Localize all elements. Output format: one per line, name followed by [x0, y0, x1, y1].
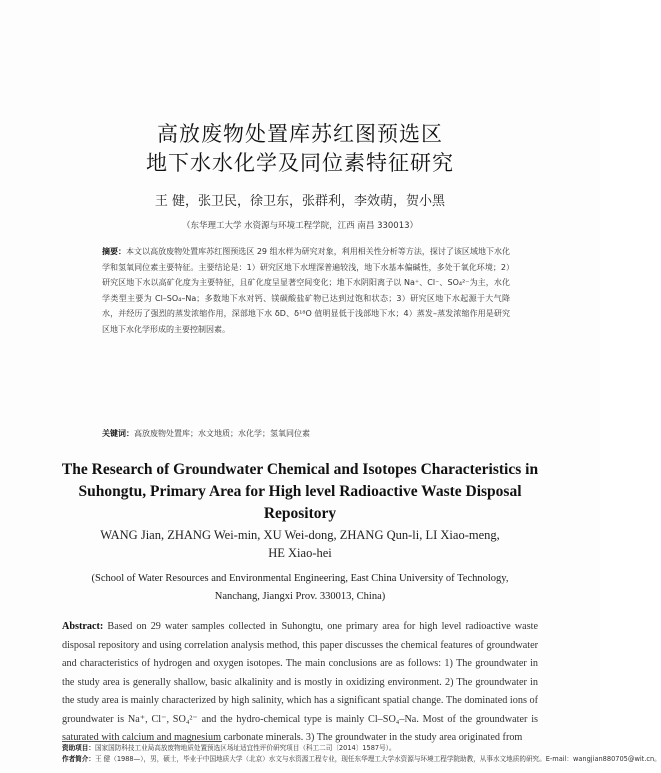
chinese-abstract — [102, 244, 510, 337]
footnote-funding-label: 资助项目： — [62, 744, 95, 752]
english-abstract-text: Based on 29 water samples collected in Suhongtu, one primary area for high level radioactive waste disposal repository and using correlation analysis method, this paper discusses the chemical features of groundwater and characteristics of hydrogen and oxygen isotopes. The main conclusions are as follows: 1) The groundwater in the study area is generally shallow, basic alkalinity and is mostly in oxidizing environment. 2) The groundwater in the study area is mainly characterized by high salinity, which has a significant spatial change. The dominated ions of groundwater is Na⁺, Cl⁻, SO₄²⁻ and the hydro-chemical type is mainly Cl–SO₄–Na. Most of the groundwater is saturated with calcium and magnesium carbonate minerals. 3) The groundwater in the study area originated from — [62, 621, 539, 743]
chinese-title-line-2: 地下水水化学及同位素特征研究 — [146, 151, 454, 175]
chinese-abstract-label: 摘要： — [102, 247, 127, 256]
chinese-authors: 王 健，张卫民，徐卫东，张群利，李效萌，贺小黑 — [154, 194, 446, 209]
footnote-funding — [62, 743, 540, 754]
english-affiliation-line-2: Nanchang, Jiangxi Prov. 330013, China) — [214, 591, 386, 602]
chinese-keywords-label: 关键词： — [102, 429, 134, 438]
english-abstract-label: Abstract: — [62, 621, 104, 632]
english-title-line-1: The Research of Groundwater Chemical and Isotopes Characteristics in — [61, 461, 539, 478]
chinese-affiliation: （东华理工大学 水资源与环境工程学院，江西 南昌 330013） — [181, 221, 419, 231]
english-title — [60, 459, 540, 525]
chinese-abstract-text: 本文以高放废物处置库苏红图预选区 29 组水样为研究对象，利用相关性分析等方法，探讨了该区域地下水化学和氢氧同位素主要特征。主要结论是：1）研究区地下水埋深普遍较浅，地下水基本偏碱性，多处于氧化环境；2）研究区地下水以高矿化度为主要特征，且矿化度呈显著空间变化；地下水阴阳离子以 Na⁺、Cl⁻、SO₄²⁻为主，水化学类型主要为 Cl–SO₄–Na；多数地下水对钙、镁碳酸盐矿物已达到过饱和状态；3）研究区地下水起源于大气降水，并经历了强烈的蒸发浓缩作用，深部地下水 δD、δ¹⁸O 值明显低于浅部地下水；4）蒸发–蒸发浓缩作用是研究区地下水化学形成的主要控制因素。 — [102, 247, 510, 334]
english-authors-line-2: HE Xiao-hei — [268, 546, 332, 560]
chinese-keywords — [102, 428, 510, 439]
english-affiliation — [70, 570, 530, 606]
footnote-author-label: 作者简介： — [62, 755, 95, 763]
chinese-title-line-1: 高放废物处置库苏红图预选区 — [157, 122, 443, 146]
english-authors-line-1: WANG Jian, ZHANG Wei-min, XU Wei-dong, ZHANG Qun-li, LI Xiao-meng, — [100, 528, 500, 542]
footnote-funding-text: 国家国防科技工业局高放废物地质处置预选区场址适宜性评价研究项目（科工二司〔2014〕1587号）。 — [94, 744, 396, 752]
chinese-keywords-text: 高放废物处置库；水文地质；水化学；氢氧同位素 — [134, 429, 310, 438]
footnotes — [62, 743, 661, 765]
english-authors — [60, 526, 540, 562]
english-title-line-2: Suhongtu, Primary Area for High level Radioactive Waste Disposal — [78, 483, 522, 500]
footnote-author — [62, 754, 661, 765]
english-title-line-3: Repository — [263, 505, 337, 522]
footnote-divider — [62, 741, 222, 742]
footnote-author-text: 王 健（1988—），男，硕士，毕业于中国地质大学（北京）水文与水资源工程专业，现任东华理工大学水资源与环境工程学院助教，从事水文地质的研究。E-mail：wangjian880705@wit.cn。 — [94, 755, 661, 763]
english-affiliation-line-1: (School of Water Resources and Environmental Engineering, East China University of Technology, — [91, 573, 509, 584]
english-abstract — [62, 618, 538, 748]
